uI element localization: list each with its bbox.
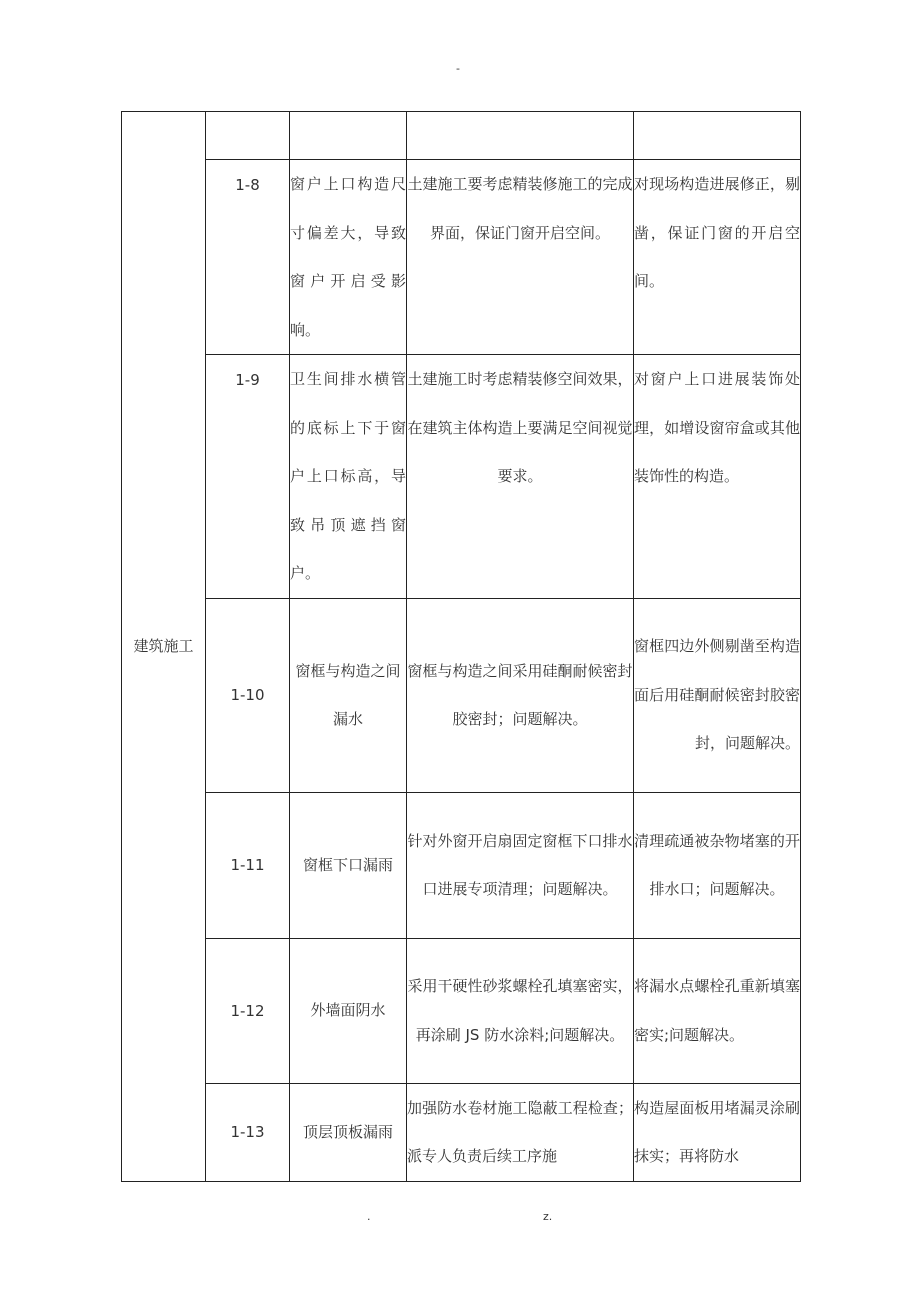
row-id: 1-13 [206,1083,290,1181]
table-cell [407,112,634,160]
prevention-cell: 窗框与构造之间采用硅酮耐候密封胶密封；问题解决。 [407,598,634,792]
row-id: 1-12 [206,938,290,1083]
row-id: 1-11 [206,792,290,938]
treatment-cell: 对窗户上口进展装饰处理，如增设窗帘盒或其他装饰性的构造。 [634,355,801,599]
treatment-cell: 构造屋面板用堵漏灵涂刷抹实；再将防水 [634,1098,800,1165]
prevention-cell: 土建施工时考虑精装修空间效果，在建筑主体构造上要满足空间视觉要求。 [407,355,634,599]
problem-cell: 窗户上口构造尺寸偏差大，导致窗户开启受影响。 [290,160,407,355]
row-id: 1-9 [206,355,290,599]
problem-cell: 顶层顶板漏雨 [290,1083,407,1181]
prevention-cell: 针对外窗开启扇固定窗框下口排水口进展专项清理；问题解决。 [407,792,634,938]
table-cell [634,112,801,160]
treatment-cell: 清理疏通被杂物堵塞的开排水口；问题解决。 [634,792,801,938]
table-row [122,1083,801,1181]
problem-cell: 窗框与构造之间漏水 [290,598,407,792]
prevention-cell: 土建施工要考虑精装修施工的完成界面，保证门窗开启空间。 [407,160,634,355]
treatment-cell: 将漏水点螺栓孔重新填塞密实;问题解决。 [634,938,801,1083]
problem-cell: 窗框下口漏雨 [290,792,407,938]
table-row [122,598,801,792]
prevention-cell: 加强防水卷材施工隐蔽工程检查；派专人负责后续工序施 [407,1098,633,1165]
table-cell [290,112,407,160]
construction-issues-table [121,111,801,1182]
page-header-mark: - [456,62,460,75]
problem-cell: 外墙面阴水 [290,938,407,1083]
treatment-cell: 窗框四边外侧剔凿至构造面后用硅酮耐候密封胶密封，问题解决。 [634,598,801,792]
treatment-cell: 对现场构造进展修正，剔凿，保证门窗的开启空间。 [634,160,801,355]
problem-cell: 卫生间排水横管的底标上下于窗户上口标高，导致吊顶遮挡窗户。 [290,355,407,599]
row-id: 1-8 [206,160,290,355]
prevention-cell-wrap [407,1083,634,1181]
page-footer-right: z. [543,1210,553,1223]
table-row [122,938,801,1083]
table-row-empty [122,112,801,160]
row-id: 1-10 [206,598,290,792]
table-row [122,355,801,599]
category-cell: 建筑施工 [122,112,206,1182]
page-footer-left: . [367,1210,371,1223]
prevention-cell: 采用干硬性砂浆螺栓孔填塞密实，再涂刷 JS 防水涂料;问题解决。 [407,938,634,1083]
treatment-cell-wrap [634,1083,801,1181]
table-row [122,160,801,355]
table-cell [206,112,290,160]
table-row [122,792,801,938]
